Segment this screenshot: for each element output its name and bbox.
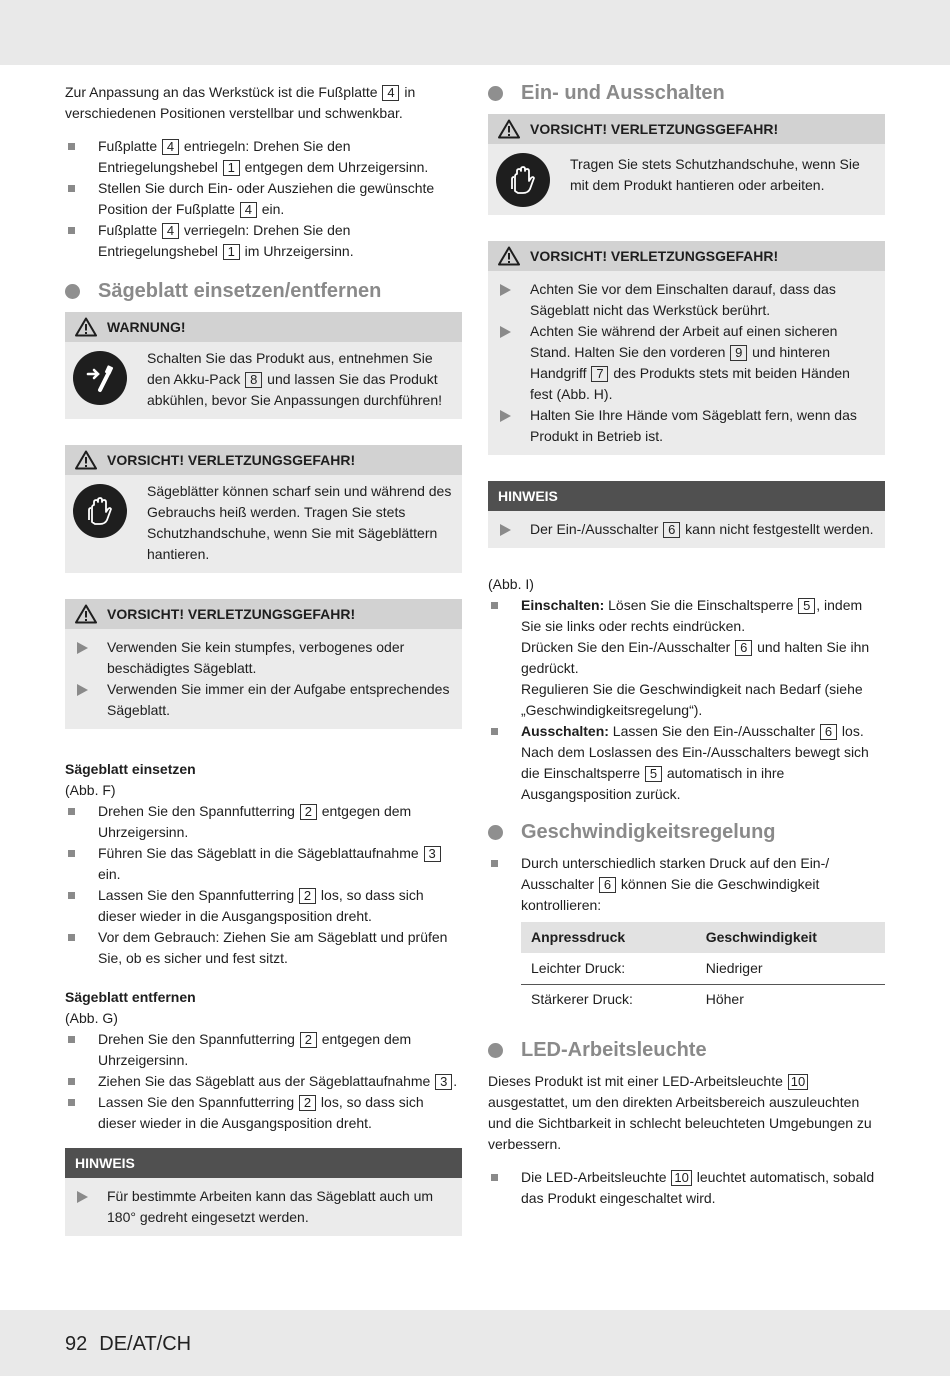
part-ref: 6 bbox=[820, 724, 837, 740]
caution-header bbox=[488, 114, 885, 144]
remove-subsection bbox=[65, 987, 462, 1134]
part-ref: 2 bbox=[299, 888, 316, 904]
list-item: Verwenden Sie immer ein der Aufgabe entsprechendes Sägeblatt. bbox=[75, 679, 452, 721]
warning-triangle-icon bbox=[498, 119, 520, 139]
part-ref: 10 bbox=[788, 1074, 808, 1090]
warning-header bbox=[65, 312, 462, 342]
table-cell: Höher bbox=[705, 991, 744, 1008]
left-column bbox=[65, 82, 462, 1262]
list-item: Drehen Sie den Spannfutterring 2 entgegen dem Uhrzeigersinn. bbox=[65, 801, 462, 843]
caution-body bbox=[65, 629, 462, 729]
caution-box-blade bbox=[65, 599, 462, 729]
table-header: Geschwindigkeit bbox=[696, 922, 885, 953]
led-steps bbox=[488, 1167, 885, 1209]
table-cell: Stärkerer Druck: bbox=[531, 991, 633, 1008]
part-ref: 4 bbox=[382, 85, 399, 101]
part-ref: 5 bbox=[798, 598, 815, 614]
list-item: Fußplatte 4 verriegeln: Drehen Sie den Entriegelungshebel 1 im Uhrzeigersinn. bbox=[65, 220, 462, 262]
part-ref: 6 bbox=[663, 522, 680, 538]
note-body bbox=[65, 1178, 462, 1236]
warning-triangle-icon bbox=[75, 450, 97, 470]
table-cell: Niedriger bbox=[696, 953, 885, 984]
part-ref: 2 bbox=[299, 1095, 316, 1111]
list-item: Stellen Sie durch Ein- oder Ausziehen die gewünschte Position der Fußplatte 4 ein. bbox=[65, 178, 462, 220]
bullet-dot-icon bbox=[488, 86, 503, 101]
list-item: Achten Sie während der Arbeit auf einen sicheren Stand. Halten Sie den vorderen 9 und hinteren Handgriff 7 des Produkts stets mit beiden Händen fest (Abb. H). bbox=[498, 321, 875, 405]
part-ref: 2 bbox=[300, 804, 317, 820]
list-item: Lassen Sie den Spannfutterring 2 los, so dass sich dieser wieder in die Ausgangsposition dreht. bbox=[65, 1092, 462, 1134]
part-ref: 4 bbox=[162, 139, 179, 155]
caution-header bbox=[65, 445, 462, 475]
caution-title: VORSICHT! VERLETZUNGSGEFAHR! bbox=[530, 120, 779, 137]
table-header: Anpressdruck bbox=[521, 922, 696, 953]
list-item: Lassen Sie den Spannfutterring 2 los, so dass sich dieser wieder in die Ausgangsposition dreht. bbox=[65, 885, 462, 927]
part-ref: 3 bbox=[424, 846, 441, 862]
figure-ref: (Abb. F) bbox=[65, 782, 116, 798]
list-item: Verwenden Sie kein stumpfes, verbogenes oder beschädigtes Sägeblatt. bbox=[75, 637, 452, 679]
list-item: Drehen Sie den Spannfutterring 2 entgegen dem Uhrzeigersinn. bbox=[65, 1029, 462, 1071]
warning-triangle-icon bbox=[75, 604, 97, 624]
figure-ref: (Abb. I) bbox=[488, 576, 534, 592]
caution-box-gloves bbox=[488, 114, 885, 215]
part-ref: 4 bbox=[240, 202, 257, 218]
right-column bbox=[488, 82, 885, 1223]
part-ref: 1 bbox=[223, 160, 240, 176]
list-item: Halten Sie Ihre Hände vom Sägeblatt fern, wenn das Produkt in Betrieb ist. bbox=[498, 405, 875, 447]
note-title: HINWEIS bbox=[65, 1148, 462, 1178]
list-item: Achten Sie vor dem Einschalten darauf, dass das Sägeblatt nicht das Werkstück berührt. bbox=[498, 279, 875, 321]
part-ref: 5 bbox=[645, 766, 662, 782]
caution-box-operation bbox=[488, 241, 885, 455]
list-item: Für bestimmte Arbeiten kann das Sägeblatt auch um 180° gedreht eingesetzt werden. bbox=[75, 1186, 452, 1228]
intro-text: in verschiedenen Positionen verstellbar und schwenkbar. bbox=[65, 84, 416, 121]
section-title: Ein- und Ausschalten bbox=[521, 82, 725, 104]
list-item: Fußplatte 4 entriegeln: Drehen Sie den Entriegelungshebel 1 entgegen dem Uhrzeigersinn. bbox=[65, 136, 462, 178]
footplate-steps bbox=[65, 136, 462, 262]
part-ref: 3 bbox=[435, 1074, 452, 1090]
speed-table bbox=[521, 922, 885, 1015]
list-item: Durch unterschiedlich starken Druck auf den Ein-/ Ausschalter 6 können Sie die Geschwindigkeit kontrollieren: bbox=[488, 853, 885, 916]
led-paragraph: Dieses Produkt ist mit einer LED-Arbeitsleuchte 10 ausgestattet, um den direkten Arbeitsbereich auszuleuchten und die Sichtbarkeit in schlecht beleuchteten Umgebungen zu verbessern. bbox=[488, 1073, 872, 1152]
section-heading-speed bbox=[488, 819, 885, 845]
caution-body bbox=[65, 475, 462, 573]
page-number: 92 bbox=[65, 1333, 88, 1355]
part-ref: 6 bbox=[599, 877, 616, 893]
note-box bbox=[488, 481, 885, 548]
section-heading-blade bbox=[65, 278, 462, 304]
warning-box bbox=[65, 312, 462, 419]
caution-title: VORSICHT! VERLETZUNGSGEFAHR! bbox=[107, 605, 356, 622]
part-ref: 1 bbox=[223, 244, 240, 260]
list-item: Ziehen Sie das Sägeblatt aus der Sägeblattaufnahme 3 . bbox=[65, 1071, 462, 1092]
section-heading-led bbox=[488, 1037, 885, 1063]
caution-title: VORSICHT! VERLETZUNGSGEFAHR! bbox=[530, 247, 779, 264]
footer bbox=[65, 1331, 203, 1357]
gloves-icon bbox=[496, 153, 550, 207]
table-row bbox=[521, 953, 885, 984]
list-item: Die LED-Arbeitsleuchte 10 leuchtet automatisch, sobald das Produkt eingeschaltet wird. bbox=[488, 1167, 885, 1209]
warning-title: WARNUNG! bbox=[107, 318, 186, 335]
note-box bbox=[65, 1148, 462, 1236]
table-cell: Leichter Druck: bbox=[521, 953, 696, 984]
insert-subsection bbox=[65, 759, 462, 969]
section-heading-switch bbox=[488, 80, 885, 106]
part-ref: 4 bbox=[162, 223, 179, 239]
section-title: Sägeblatt einsetzen/entfernen bbox=[98, 280, 382, 302]
part-ref: 8 bbox=[245, 372, 262, 388]
caution-body bbox=[488, 144, 885, 215]
figure-ref: (Abb. G) bbox=[65, 1010, 118, 1026]
subsection-title: Sägeblatt einsetzen bbox=[65, 761, 196, 777]
intro-text: Zur Anpassung an das Werkstück ist die Fußplatte bbox=[65, 84, 382, 100]
caution-text: Sägeblätter können scharf sein und während des Gebrauchs heiß werden. Tragen Sie stets Schutzhandschuhe, wenn Sie mit Sägeblättern hantieren. bbox=[147, 483, 452, 562]
remove-steps bbox=[65, 1029, 462, 1134]
caution-title: VORSICHT! VERLETZUNGSGEFAHR! bbox=[107, 451, 356, 468]
part-ref: 10 bbox=[671, 1170, 691, 1186]
part-ref: 6 bbox=[735, 640, 752, 656]
list-item: Einschalten: Lösen Sie die Einschaltsperre 5 , indem Sie sie links oder rechts eindrücken. Drücken Sie den Ein-/Ausschalter 6 und halten Sie ihn gedrückt. Regulieren Sie die Geschwindigkeit nach Bedarf (siehe „Geschwindigkeitsregelung“). bbox=[488, 595, 885, 721]
caution-body bbox=[488, 271, 885, 455]
section-title: Geschwindigkeitsregelung bbox=[521, 821, 776, 843]
caution-text: Tragen Sie stets Schutzhandschuhe, wenn Sie mit dem Produkt hantieren oder arbeiten. bbox=[570, 156, 860, 193]
table-row bbox=[521, 984, 885, 1015]
note-title: HINWEIS bbox=[488, 481, 885, 511]
bullet-dot-icon bbox=[488, 1043, 503, 1058]
list-item: Vor dem Gebrauch: Ziehen Sie am Sägeblatt und prüfen Sie, ob es sicher und fest sitzt. bbox=[65, 927, 462, 969]
header-band bbox=[0, 0, 950, 65]
switch-steps bbox=[488, 595, 885, 805]
warning-text: Schalten Sie das Produkt aus, entnehmen Sie den Akku-Pack 8 und lassen Sie das Produkt abkühlen, bevor Sie Anpassungen durchführen! bbox=[147, 350, 442, 408]
part-ref: 9 bbox=[730, 345, 747, 361]
bullet-dot-icon bbox=[65, 284, 80, 299]
bullet-dot-icon bbox=[488, 825, 503, 840]
warning-body bbox=[65, 342, 462, 419]
caution-header bbox=[65, 599, 462, 629]
warning-triangle-icon bbox=[498, 246, 520, 266]
list-item: Ausschalten: Lassen Sie den Ein-/Ausschalter 6 los. Nach dem Loslassen des Ein-/Ausschalters bewegt sich die Einschaltsperre 5 automatisch in ihre Ausgangsposition zurück. bbox=[488, 721, 885, 805]
unplug-battery-icon bbox=[73, 351, 127, 405]
country-codes: DE/AT/CH bbox=[99, 1333, 192, 1355]
gloves-icon bbox=[73, 484, 127, 538]
insert-steps bbox=[65, 801, 462, 969]
warning-triangle-icon bbox=[75, 317, 97, 337]
list-item: Der Ein-/Ausschalter 6 kann nicht festgestellt werden. bbox=[498, 519, 875, 540]
part-ref: 2 bbox=[300, 1032, 317, 1048]
section-title: LED-Arbeitsleuchte bbox=[521, 1039, 707, 1061]
subsection-title: Sägeblatt entfernen bbox=[65, 989, 196, 1005]
caution-header bbox=[488, 241, 885, 271]
part-ref: 7 bbox=[591, 366, 608, 382]
list-item: Führen Sie das Sägeblatt in die Sägeblattaufnahme 3 ein. bbox=[65, 843, 462, 885]
caution-box-gloves bbox=[65, 445, 462, 573]
table-header-row bbox=[521, 922, 885, 953]
intro-paragraph bbox=[65, 82, 462, 124]
note-body bbox=[488, 511, 885, 548]
speed-steps bbox=[488, 853, 885, 916]
